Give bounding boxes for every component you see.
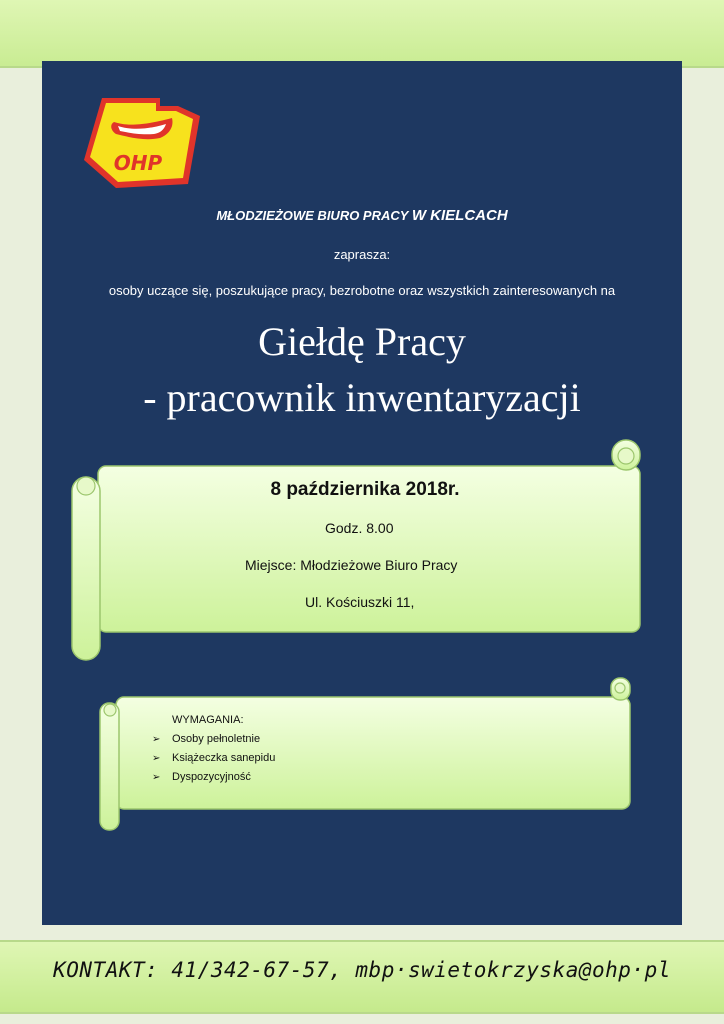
list-item	[152, 750, 275, 769]
event-place: Miejsce: Młodzieżowe Biuro Pracy	[245, 557, 458, 573]
requirement-label: Książeczka sanepidu	[172, 752, 276, 764]
event-date: 8 października 2018r.	[270, 479, 460, 500]
requirements-list	[152, 731, 275, 788]
audience-text: osoby uczące się, poszukujące pracy, bezrobotne oraz wszystkich zainteresowanych na	[108, 283, 616, 298]
requirements-heading: WYMAGANIA:	[172, 714, 244, 726]
contact-info: KONTAKT: 41/342-67-57, mbp·swietokrzyska@ohp·pl	[53, 958, 671, 982]
arrow-bullet-icon: ➢	[152, 734, 161, 745]
requirement-label: Dyspozycyjność	[172, 771, 251, 783]
list-item	[152, 731, 275, 750]
arrow-bullet-icon: ➢	[152, 753, 161, 764]
arrow-bullet-icon: ➢	[152, 772, 161, 783]
event-title: Giełdę Pracy	[258, 319, 466, 364]
org-name-city: W KIELCACH	[411, 207, 508, 224]
logo-text: OHP	[113, 151, 163, 175]
org-name-small: MŁODZIEŻOWE BIURO PRACY	[216, 208, 409, 223]
event-hours: Godz. 8.00	[325, 520, 394, 536]
event-subtitle: - pracownik inwentaryzacji	[143, 375, 581, 420]
requirement-label: Osoby pełnoletnie	[172, 733, 261, 745]
invite-text: zaprasza:	[333, 247, 391, 262]
event-street: Ul. Kościuszki 11,	[305, 594, 415, 610]
list-item	[152, 769, 275, 788]
